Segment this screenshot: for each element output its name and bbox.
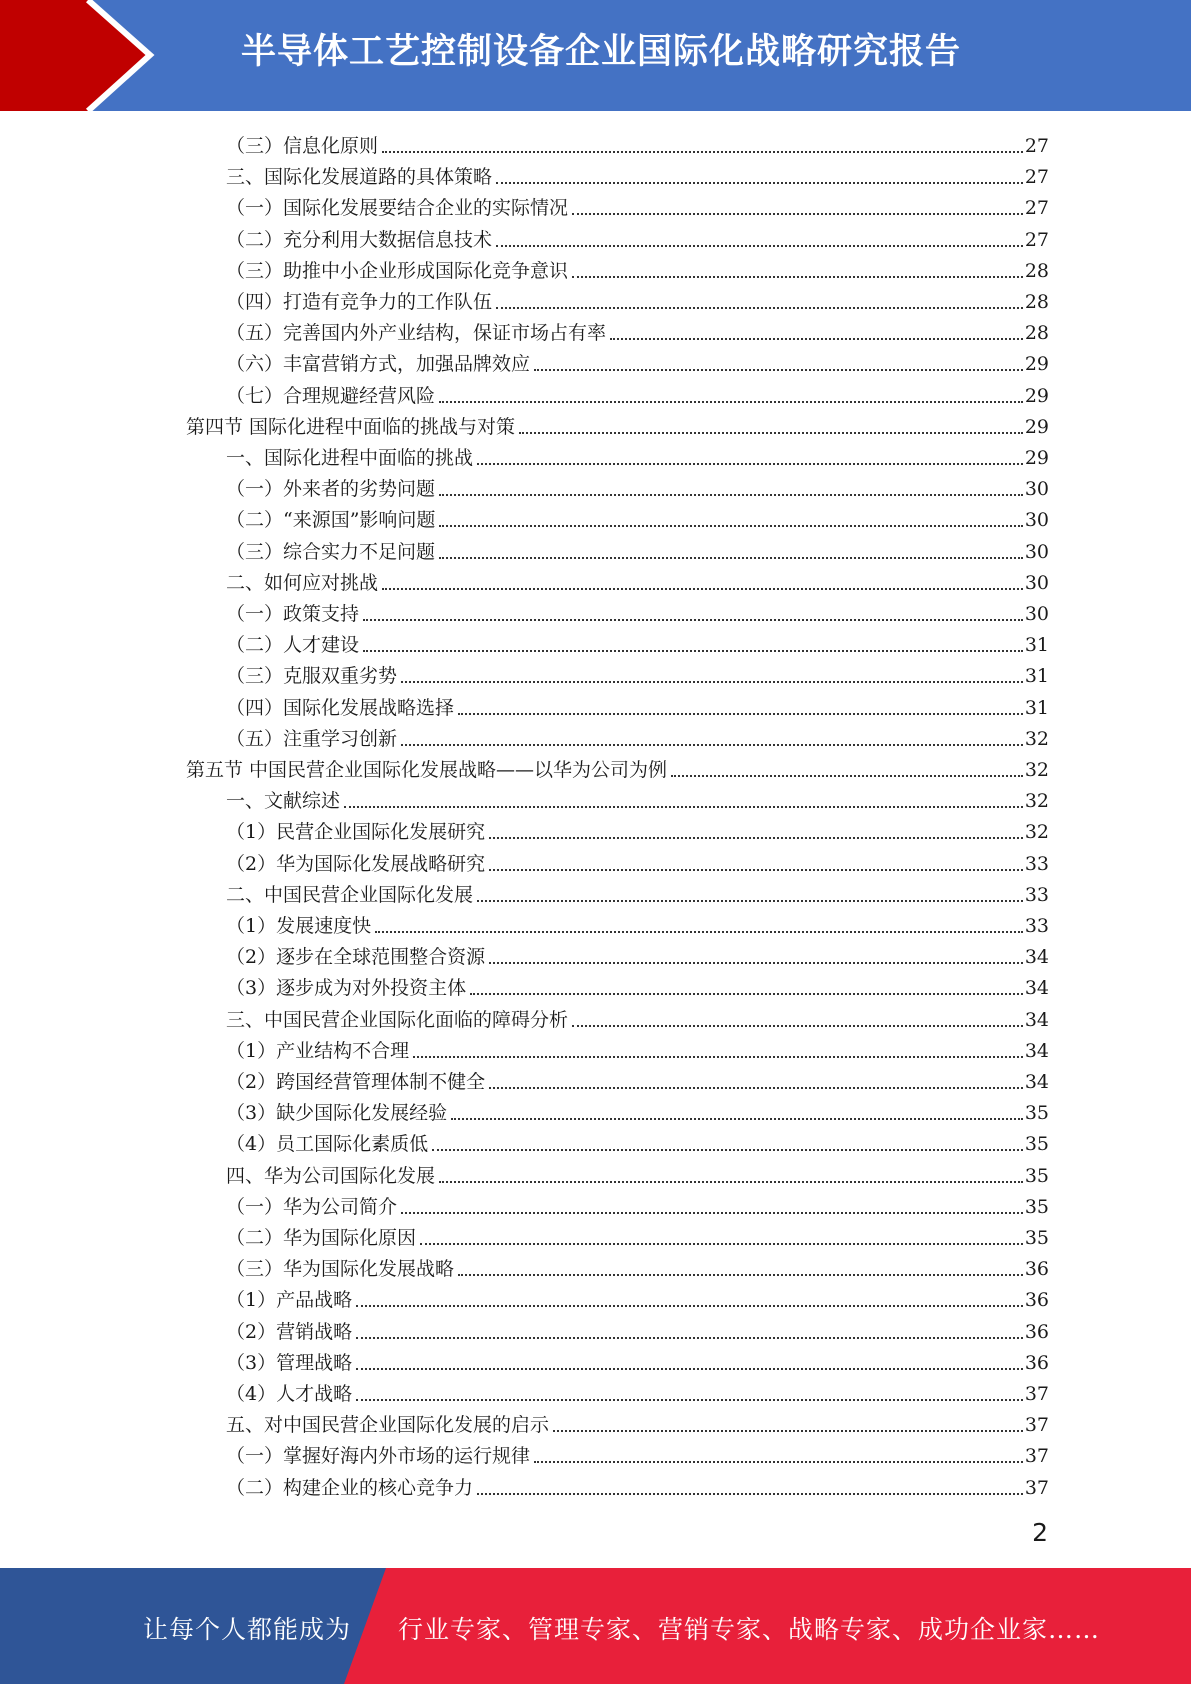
toc-dot-leader	[439, 557, 1023, 559]
toc-entry-page: 32	[1024, 759, 1049, 781]
toc-entry-page: 28	[1024, 322, 1049, 345]
toc-entry-title: （三）克服双重劣势	[226, 665, 398, 688]
toc-entry	[226, 689, 1049, 720]
toc-entry-page: 34	[1024, 1039, 1049, 1062]
toc-entry-title: 三、国际化发展道路的具体策略	[226, 166, 493, 189]
toc-entry	[226, 782, 1049, 813]
toc-entry-page: 34	[1024, 977, 1049, 1000]
toc-dot-leader	[413, 1056, 1023, 1058]
toc-dot-leader	[496, 307, 1023, 309]
toc-entry	[226, 1032, 1049, 1063]
toc-entry-title: （三）综合实力不足问题	[226, 540, 436, 563]
toc-entry-page: 31	[1024, 665, 1049, 688]
toc-entry-title: （二）人才建设	[226, 634, 360, 657]
toc-entry	[226, 1469, 1049, 1500]
toc-entry	[226, 470, 1049, 501]
toc-entry	[226, 595, 1049, 626]
toc-entry	[226, 1281, 1049, 1312]
toc-entry-title: 二、如何应对挑战	[226, 571, 379, 594]
toc-entry-title: （三）助推中小企业形成国际化竞争意识	[226, 259, 569, 282]
toc-entry	[226, 377, 1049, 408]
toc-dot-leader	[489, 837, 1023, 839]
toc-dot-leader	[432, 1149, 1023, 1151]
toc-entry-page: 36	[1024, 1289, 1049, 1312]
toc-dot-leader	[470, 993, 1023, 995]
toc-entry-page: 35	[1024, 1102, 1049, 1125]
toc-dot-leader	[401, 681, 1023, 683]
toc-entry	[226, 938, 1049, 969]
toc-entry-page: 33	[1024, 915, 1049, 937]
toc-entry-page: 35	[1024, 1164, 1049, 1187]
toc-entry-page: 28	[1024, 259, 1049, 282]
toc-entry	[226, 1157, 1049, 1188]
toc-entry-page: 37	[1024, 1445, 1049, 1468]
toc-entry-title: （4）员工国际化素质低	[226, 1133, 429, 1156]
toc-entry	[226, 1313, 1049, 1344]
toc-dot-leader	[382, 588, 1023, 590]
page-number: 2	[1032, 1518, 1048, 1547]
toc-dot-leader	[356, 1368, 1023, 1370]
toc-entry-title: （1）产业结构不合理	[226, 1039, 410, 1062]
toc-entry	[226, 439, 1049, 470]
toc-entry-title: 一、文献综述	[226, 790, 341, 813]
toc-entry-title: （二）华为国际化原因	[226, 1227, 417, 1249]
toc-entry	[226, 1375, 1049, 1406]
toc-entry-page: 34	[1024, 1008, 1049, 1031]
toc-entry	[226, 626, 1049, 657]
toc-entry-page: 30	[1024, 603, 1049, 625]
toc-entry-page: 29	[1024, 353, 1049, 376]
toc-entry-title: （五）注重学习创新	[226, 727, 398, 750]
toc-dot-leader	[610, 338, 1023, 340]
toc-dot-leader	[477, 463, 1023, 465]
toc-entry-page: 27	[1024, 135, 1049, 157]
toc-dot-leader	[439, 525, 1022, 527]
toc-entry	[226, 158, 1049, 189]
toc-entry-title: （四）打造有竞争力的工作队伍	[226, 291, 493, 313]
toc-entry-page: 30	[1024, 478, 1049, 501]
toc-entry-page: 34	[1024, 946, 1049, 969]
toc-dot-leader	[382, 151, 1023, 153]
toc-entry	[226, 221, 1049, 252]
toc-entry-page: 27	[1024, 197, 1049, 220]
toc-entry	[226, 1188, 1049, 1219]
toc-entry-page: 30	[1024, 509, 1049, 532]
toc-dot-leader	[439, 494, 1023, 496]
toc-entry-title: （五）完善国内外产业结构，保证市场占有率	[226, 322, 607, 345]
toc-dot-leader	[363, 650, 1023, 652]
toc-entry	[186, 751, 1049, 782]
toc-entry	[226, 813, 1049, 844]
toc-entry-title: 五、对中国民营企业国际化发展的启示	[226, 1414, 550, 1437]
toc-entry-title: （一）政策支持	[226, 603, 360, 625]
toc-entry	[226, 189, 1049, 220]
toc-entry	[226, 252, 1049, 283]
toc-entry	[226, 1219, 1049, 1250]
toc-entry	[226, 533, 1049, 564]
toc-entry-page: 27	[1024, 228, 1049, 251]
toc-dot-leader	[356, 1399, 1023, 1401]
toc-dot-leader	[344, 806, 1023, 808]
toc-entry-page: 34	[1024, 1071, 1049, 1093]
toc-entry-page: 28	[1024, 291, 1049, 313]
toc-entry	[226, 1001, 1049, 1032]
toc-entry-title: （一）掌握好海内外市场的运行规律	[226, 1445, 531, 1468]
toc-entry-title: （四）国际化发展战略选择	[226, 696, 455, 719]
toc-entry-page: 36	[1024, 1320, 1049, 1343]
toc-entry-title: （一）外来者的劣势问题	[226, 478, 436, 501]
toc-entry-page: 37	[1024, 1414, 1049, 1437]
toc-entry-title: （2）跨国经营管理体制不健全	[226, 1071, 486, 1093]
toc-entry	[226, 1344, 1049, 1375]
toc-dot-leader	[534, 369, 1023, 371]
toc-dot-leader	[439, 401, 1023, 403]
toc-entry-title: （3）逐步成为对外投资主体	[226, 977, 467, 1000]
toc-dot-leader	[553, 1430, 1023, 1432]
toc-entry-page: 32	[1024, 727, 1049, 750]
toc-dot-leader	[375, 931, 1023, 933]
toc-entry-title: （二）“来源国”影响问题	[226, 509, 436, 532]
toc-dot-leader	[420, 1243, 1023, 1245]
toc-entry	[226, 1125, 1049, 1156]
toc-entry-title: （4）人才战略	[226, 1383, 353, 1405]
toc-entry-title: （三）信息化原则	[226, 135, 379, 157]
page-footer	[0, 1568, 1191, 1684]
toc-dot-leader	[489, 962, 1023, 964]
toc-entry	[226, 720, 1049, 751]
toc-entry-title: （2）华为国际化发展战略研究	[226, 852, 486, 875]
toc-dot-leader	[458, 1274, 1023, 1276]
toc-entry	[226, 314, 1049, 345]
toc-entry-page: 36	[1024, 1258, 1049, 1281]
toc-entry	[226, 657, 1049, 688]
page-header	[0, 0, 1191, 111]
toc-entry-title: （1）民营企业国际化发展研究	[226, 821, 486, 844]
toc-dot-leader	[572, 213, 1023, 215]
toc-entry-page: 32	[1024, 790, 1049, 813]
toc-dot-leader	[451, 1118, 1023, 1120]
toc-entry	[186, 408, 1049, 439]
toc-entry-title: （三）华为国际化发展战略	[226, 1258, 455, 1281]
toc-entry-page: 30	[1024, 571, 1049, 594]
toc-entry-page: 29	[1024, 447, 1049, 469]
toc-entry-title: （3）缺少国际化发展经验	[226, 1102, 448, 1125]
toc-entry-page: 31	[1024, 696, 1049, 719]
toc-dot-leader	[671, 775, 1023, 777]
toc-entry-page: 30	[1024, 540, 1049, 563]
toc-dot-leader	[401, 1212, 1023, 1214]
toc-entry	[226, 907, 1049, 938]
toc-dot-leader	[489, 1087, 1023, 1089]
toc-entry-page: 29	[1024, 415, 1049, 438]
toc-dot-leader	[534, 1461, 1023, 1463]
toc-entry-title: （七）合理规避经营风险	[226, 384, 436, 407]
footer-slogan-left: 让每个人都能成为	[143, 1615, 352, 1644]
toc-entry	[226, 1250, 1049, 1281]
toc-entry	[226, 345, 1049, 376]
toc-entry	[226, 127, 1049, 158]
toc-entry-page: 32	[1024, 821, 1049, 844]
toc-entry-title: （一）华为公司简介	[226, 1195, 398, 1218]
toc-entry-page: 27	[1024, 166, 1049, 189]
toc-dot-leader	[572, 276, 1023, 278]
toc-entry-page: 31	[1024, 634, 1049, 657]
toc-entry-page: 35	[1024, 1133, 1049, 1156]
toc-entry-page: 33	[1024, 852, 1049, 875]
toc-entry	[226, 876, 1049, 907]
toc-dot-leader	[439, 1181, 1023, 1183]
toc-entry-page: 36	[1024, 1351, 1049, 1374]
toc-entry-title: （3）管理战略	[226, 1351, 353, 1374]
toc-entry	[226, 283, 1049, 314]
toc-entry	[226, 564, 1049, 595]
toc-dot-leader	[477, 900, 1023, 902]
toc-entry-title: 第五节 中国民营企业国际化发展战略——以华为公司为例	[186, 759, 668, 781]
toc-entry	[226, 1437, 1049, 1468]
toc-entry	[226, 1094, 1049, 1125]
toc-entry	[226, 501, 1049, 532]
toc-dot-leader	[572, 1025, 1023, 1027]
toc-dot-leader	[477, 1493, 1023, 1495]
toc-dot-leader	[519, 432, 1023, 434]
toc-entry	[226, 1406, 1049, 1437]
toc-entry-title: （2）逐步在全球范围整合资源	[226, 946, 486, 969]
toc-dot-leader	[363, 619, 1023, 621]
toc-entry-title: （二）充分利用大数据信息技术	[226, 228, 493, 251]
toc-entry-page: 37	[1024, 1476, 1049, 1499]
toc-entry-title: 四、华为公司国际化发展	[226, 1164, 436, 1187]
toc-entry	[226, 845, 1049, 876]
footer-slogan-right: 行业专家、管理专家、营销专家、战略专家、成功企业家……	[398, 1615, 1101, 1644]
toc-entry	[226, 969, 1049, 1000]
toc-dot-leader	[489, 869, 1023, 871]
toc-dot-leader	[496, 245, 1023, 247]
toc-entry-page: 37	[1024, 1383, 1049, 1405]
toc-dot-leader	[496, 182, 1023, 184]
toc-entry-title: （1）产品战略	[226, 1289, 353, 1312]
toc-entry-title: 二、中国民营企业国际化发展	[226, 883, 474, 906]
toc-dot-leader	[458, 713, 1023, 715]
toc-dot-leader	[356, 1305, 1023, 1307]
toc-entry-title: （六）丰富营销方式，加强品牌效应	[226, 353, 531, 376]
toc-entry-title: （1）发展速度快	[226, 915, 372, 937]
toc-entry-page: 35	[1024, 1195, 1049, 1218]
toc-entry-title: （2）营销战略	[226, 1320, 353, 1343]
toc-entry-title: 第四节 国际化进程中面临的挑战与对策	[186, 415, 516, 438]
toc-dot-leader	[356, 1337, 1023, 1339]
toc-entry-page: 35	[1024, 1227, 1049, 1249]
toc-entry-title: 三、中国民营企业国际化面临的障碍分析	[226, 1008, 569, 1031]
toc-entry-title: （二）构建企业的核心竞争力	[226, 1476, 474, 1499]
toc-entry-title: （一）国际化发展要结合企业的实际情况	[226, 197, 569, 220]
header-red-arrow	[0, 0, 150, 111]
report-title: 半导体工艺控制设备企业国际化战略研究报告	[241, 32, 962, 72]
toc-entry-page: 29	[1024, 384, 1049, 407]
toc-entry-title: 一、国际化进程中面临的挑战	[226, 447, 474, 469]
toc-entry-page: 33	[1024, 883, 1049, 906]
toc-entry	[226, 1063, 1049, 1094]
toc-dot-leader	[401, 744, 1023, 746]
